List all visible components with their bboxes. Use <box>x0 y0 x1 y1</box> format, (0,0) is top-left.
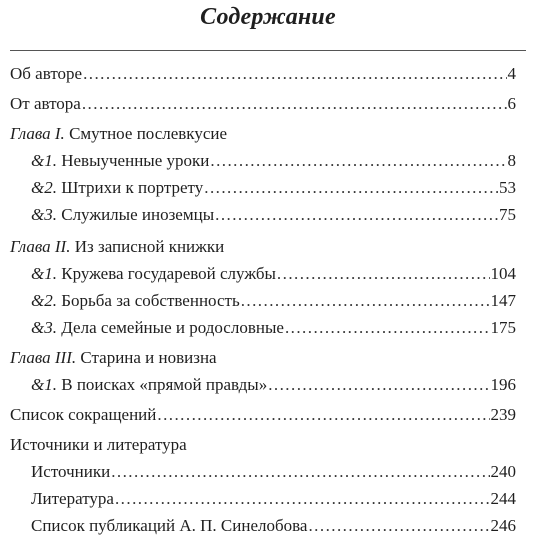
toc-entry-sources[interactable] <box>0 460 536 484</box>
toc-entry-label: Список публикаций А. П. Синелобова <box>31 516 308 535</box>
toc-entry-label: Штрихи к портрету <box>61 178 204 197</box>
dot-leader <box>308 514 489 538</box>
chapter-prefix: Глава III. <box>10 348 77 367</box>
toc-page-number: 244 <box>490 489 516 508</box>
toc-section-1-1[interactable] <box>0 149 536 173</box>
toc-page-number: 175 <box>490 318 516 337</box>
toc-entry-label: Борьба за собственность <box>61 291 240 310</box>
dot-leader <box>115 487 490 511</box>
toc-entry-label: Список сокращений <box>10 405 157 424</box>
toc-entry-label: Из записной книжки <box>74 237 225 256</box>
toc-chapter-1[interactable] <box>0 122 536 146</box>
section-prefix: &3. <box>31 318 57 337</box>
toc-page-number: 4 <box>507 64 516 83</box>
toc-entry-label: В поисках «прямой правды» <box>61 375 268 394</box>
dot-leader <box>277 262 490 286</box>
toc-entry-label: Источники и литература <box>10 435 187 454</box>
toc-page-number: 147 <box>490 291 516 310</box>
toc-chapter-3[interactable] <box>0 346 536 370</box>
toc-entry-label: Старина и новизна <box>80 348 217 367</box>
title-divider <box>10 50 526 51</box>
dot-leader <box>157 403 489 427</box>
toc-page-number: 6 <box>507 94 516 113</box>
toc-entry-abbreviations[interactable] <box>0 403 536 427</box>
toc-entry-sources-literature[interactable] <box>0 433 536 457</box>
dot-leader <box>241 289 490 313</box>
dot-leader <box>82 92 507 116</box>
toc-entry-about-author[interactable] <box>0 62 536 86</box>
toc-entry-label: Смутное послевкусие <box>69 124 228 143</box>
dot-leader <box>268 373 489 397</box>
toc-page-number: 53 <box>499 178 516 197</box>
toc-entry-from-author[interactable] <box>0 92 536 116</box>
dot-leader <box>204 176 498 200</box>
section-prefix: &1. <box>31 375 57 394</box>
dot-leader <box>215 203 498 227</box>
toc-page-number: 240 <box>490 462 516 481</box>
section-prefix: &2. <box>31 178 57 197</box>
toc-entry-label: Дела семейные и родословные <box>61 318 284 337</box>
dot-leader <box>210 149 506 173</box>
dot-leader <box>83 62 506 86</box>
section-prefix: &2. <box>31 291 57 310</box>
toc-entry-label: Литература <box>31 489 114 508</box>
toc-section-2-3[interactable] <box>0 316 536 340</box>
toc-section-1-2[interactable] <box>0 176 536 200</box>
chapter-prefix: Глава II. <box>10 237 71 256</box>
toc-section-2-2[interactable] <box>0 289 536 313</box>
toc-chapter-2[interactable] <box>0 235 536 259</box>
toc-page-number: 104 <box>490 264 516 283</box>
toc-entry-label: Невыученные уроки <box>61 151 210 170</box>
dot-leader <box>285 316 490 340</box>
section-prefix: &1. <box>31 264 57 283</box>
section-prefix: &3. <box>31 205 57 224</box>
toc-section-2-1[interactable] <box>0 262 536 286</box>
toc-entry-literature[interactable] <box>0 487 536 511</box>
toc-entry-label: Источники <box>31 462 111 481</box>
toc-entry-label: Служилые иноземцы <box>61 205 215 224</box>
toc-page-number: 75 <box>499 205 516 224</box>
toc-section-3-1[interactable] <box>0 373 536 397</box>
toc-page-number: 239 <box>490 405 516 424</box>
toc-entry-publications[interactable] <box>0 514 536 538</box>
dot-leader <box>111 460 489 484</box>
chapter-prefix: Глава I. <box>10 124 65 143</box>
toc-page-number: 196 <box>490 375 516 394</box>
toc-entry-label: Кружева государевой службы <box>61 264 276 283</box>
section-prefix: &1. <box>31 151 57 170</box>
toc-entry-label: От автора <box>10 94 81 113</box>
toc-page-number: 8 <box>507 151 516 170</box>
toc-section-1-3[interactable] <box>0 203 536 227</box>
toc-page-number: 246 <box>490 516 516 535</box>
page-title: Содержание <box>200 4 336 30</box>
toc-entry-label: Об авторе <box>10 64 83 83</box>
